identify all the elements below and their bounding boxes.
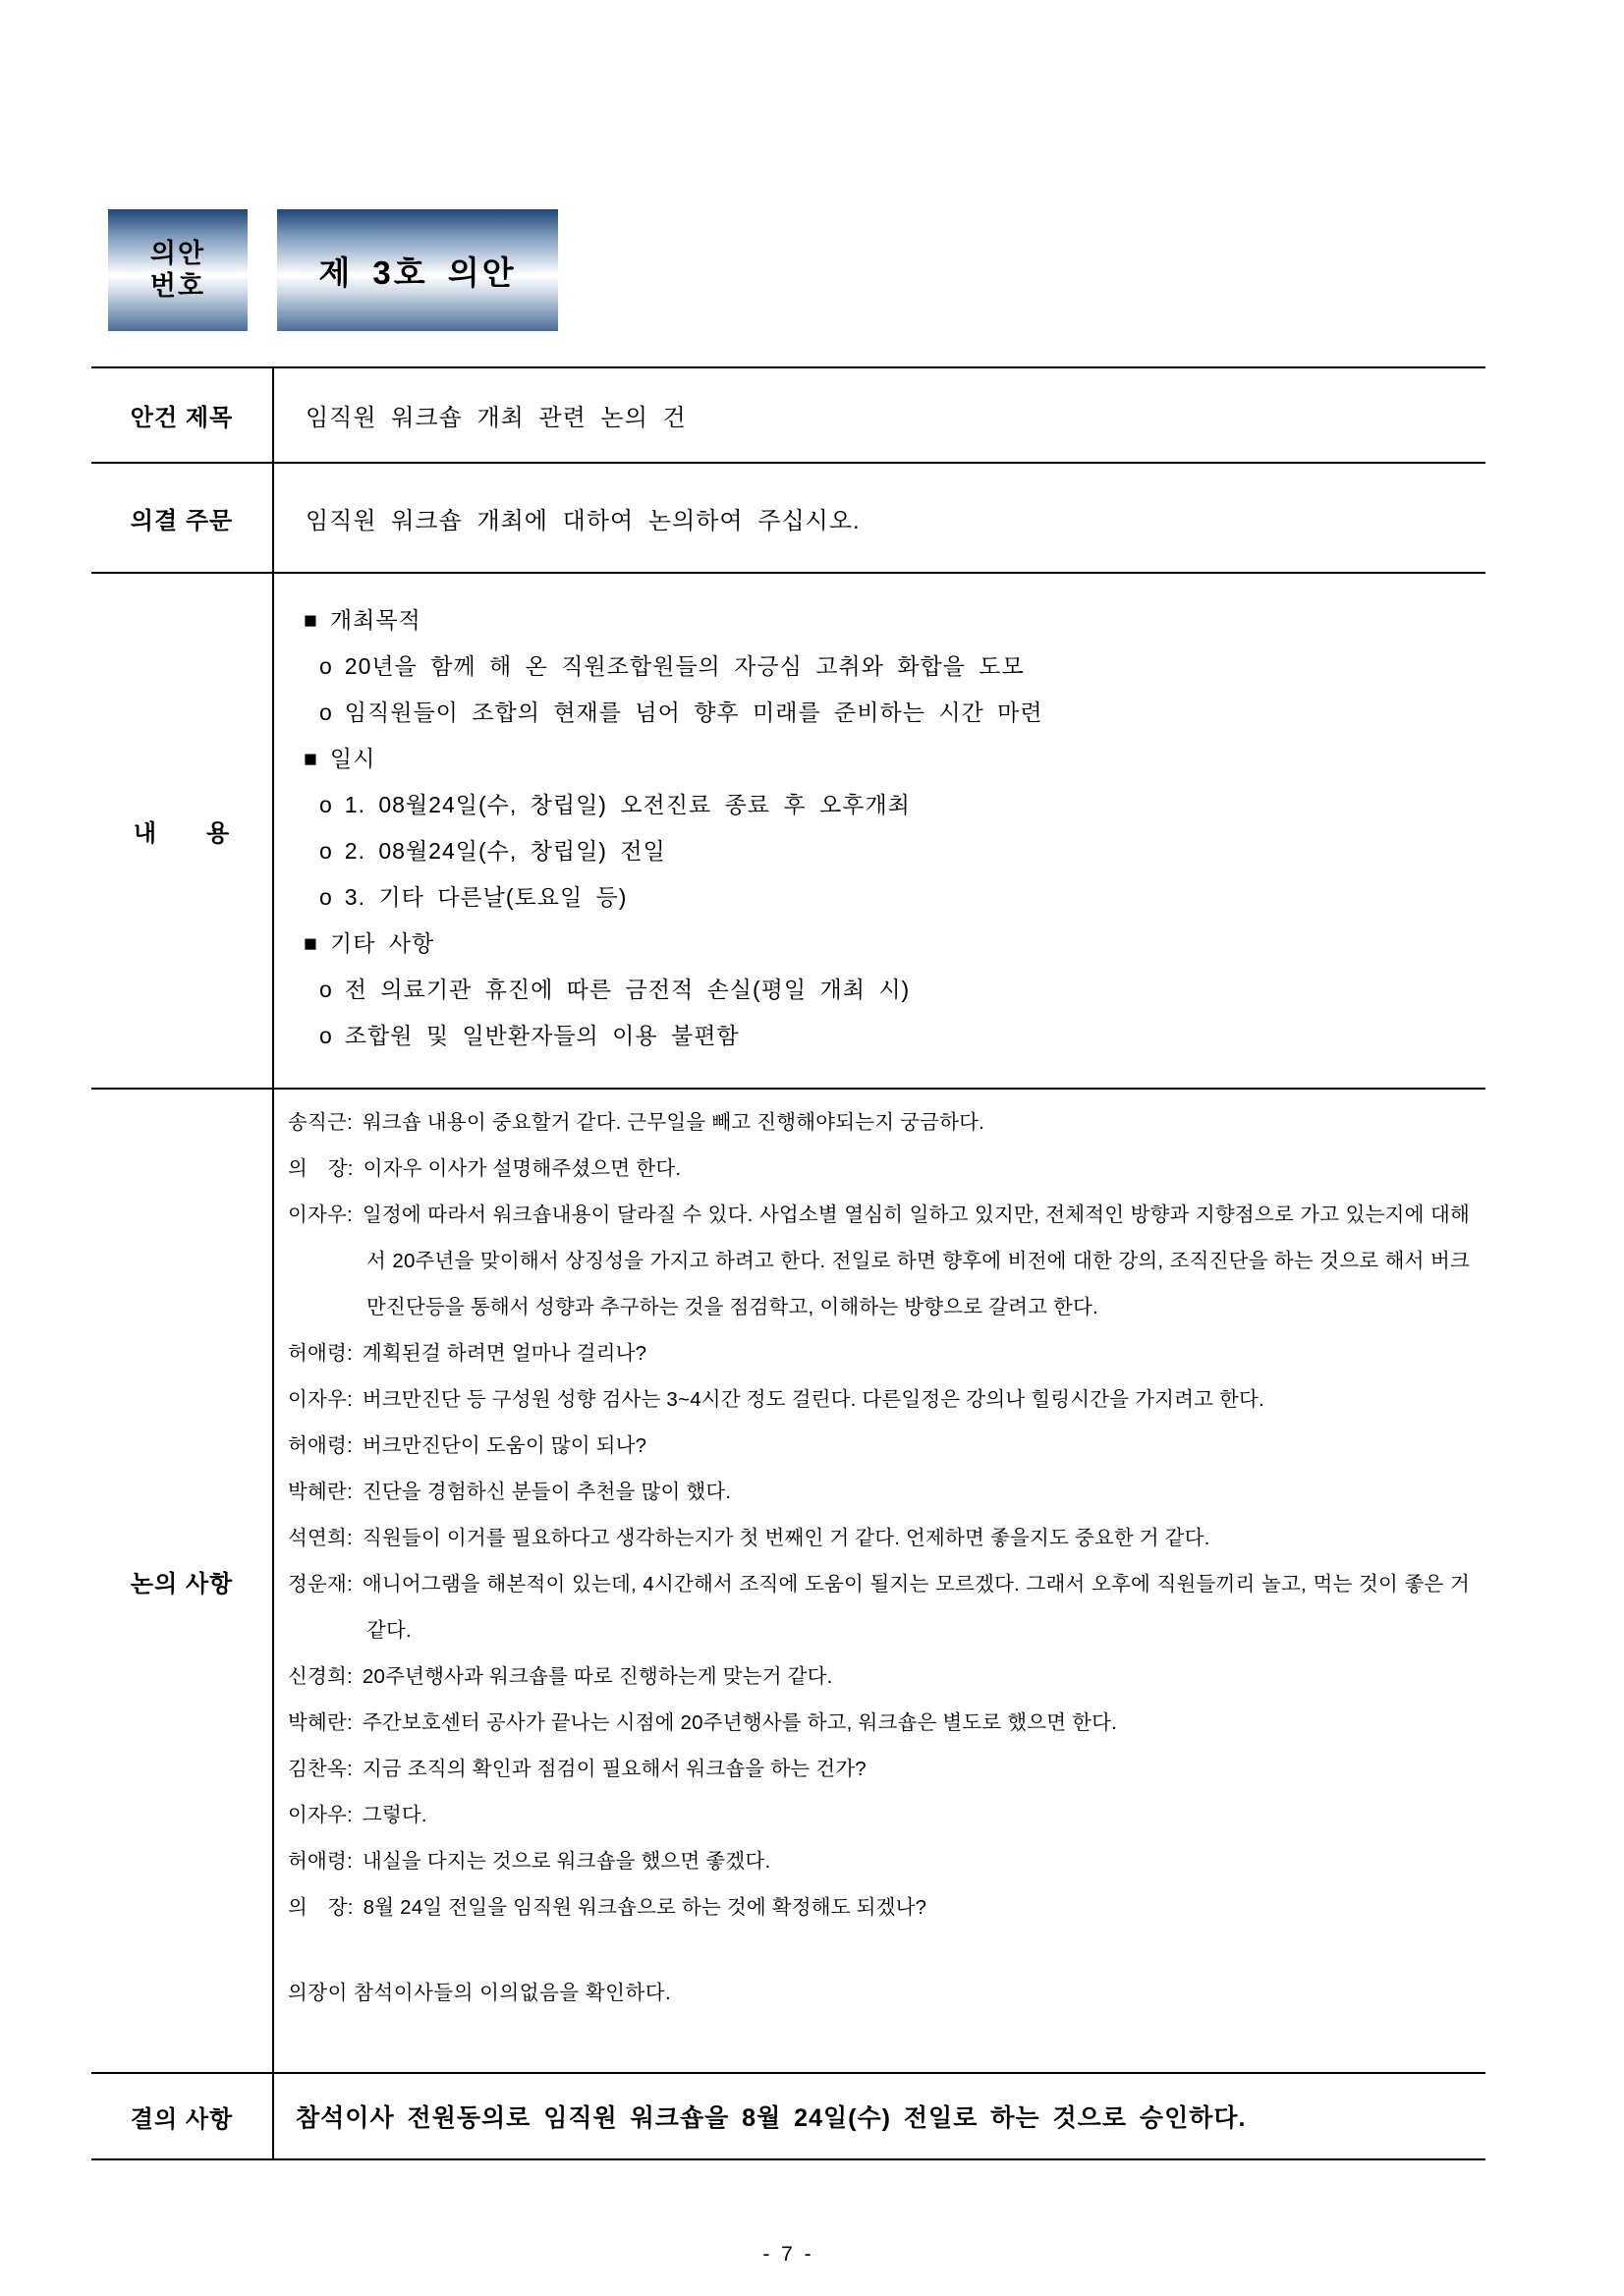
discussion-utterance [288,1099,1470,1146]
bullet-line [319,644,1476,690]
speaker-name: 김찬옥: [288,1758,353,1780]
discussion-utterance [288,1376,1470,1423]
row-label-resolution-request: 의결 주문 [91,464,274,572]
agenda-title: 제 3호 의안 [318,253,517,291]
discussion-utterance [288,1653,1470,1700]
bullet-text: 3. 기타 다른날(토요일 등) [344,884,628,910]
page-number: - 7 - [762,2243,814,2266]
discussion-utterance [288,1469,1470,1515]
circle-bullet-icon: o [319,838,333,864]
utterance-text: 애니어그램을 해본적이 있는데, 4시간해서 조직에 도움이 될지는 모르겠다. 그래서 오후에 직원들끼리 놀고, 먹는 것이 좋은 거 같다. [362,1573,1470,1642]
circle-bullet-icon: o [319,653,333,679]
table-row-content [91,574,1485,1090]
discussion-utterance [288,1330,1470,1376]
bullet-line [304,597,1476,644]
row-label-decision: 결의 사항 [91,2074,274,2158]
circle-bullet-icon: o [319,884,333,910]
speaker-name: 허애령: [288,1850,353,1873]
row-content-agenda-title: 임직원 워크숍 개최 관련 논의 건 [306,405,687,431]
table-row-decision [91,2074,1485,2160]
utterance-text: 일정에 따라서 워크숍내용이 달라질 수 있다. 사업소별 열심히 일하고 있지만, 전체적인 방향과 지향점으로 가고 있는지에 대해서 20주년을 맞이해서 상징성을 가지고 하려고 한다. 전일로 하면 향후에 비전에 대한 강의, 조직진단을 하는 것으로 해서 버크만진단등을 통해서 성향과 추구하는 것을 점검학고, 이해하는 방향으로 갈려고 한다. [362,1204,1470,1318]
circle-bullet-icon: o [319,1023,333,1048]
bullet-line [319,1013,1476,1059]
bullet-line [319,874,1476,921]
utterance-text: 계획된걸 하려면 얼마나 걸리나? [362,1342,647,1365]
utterance-text: 8월 24일 전일을 임직원 워크숍으로 하는 것에 확정해도 되겠나? [363,1896,927,1919]
bullet-line [319,828,1476,874]
speaker-name: 박혜란: [288,1711,353,1734]
bullet-text: 2. 08월24일(수, 창립일) 전일 [344,838,666,864]
utterance-text: 버크만진단 등 구성원 성향 검사는 3~4시간 정도 걸린다. 다른일정은 강의나 힐링시간을 가지려고 한다. [362,1388,1264,1411]
speaker-name: 이자우: [288,1804,353,1826]
utterance-text: 진단을 경험하신 분들이 추천을 많이 했다. [362,1481,732,1503]
circle-bullet-icon: o [319,977,333,1002]
square-bullet-icon: ■ [304,746,318,771]
discussion-utterance [288,1838,1470,1884]
bullet-text: 개최목적 [329,607,421,633]
row-content-decision: 참석이사 전원동의로 임직원 워크숍을 8월 24일(수) 전일로 하는 것으로 승인하다. [296,2104,1247,2132]
utterance-text: 이자우 이사가 설명해주셨으면 한다. [363,1157,682,1180]
speaker-name: 의 장: [288,1896,354,1919]
circle-bullet-icon: o [319,700,333,725]
speaker-name: 정운재: [288,1573,353,1596]
discussion-utterance [288,1700,1470,1746]
speaker-name: 신경희: [288,1665,353,1688]
agenda-table [91,366,1485,2160]
bullet-line [319,967,1476,1013]
discussion-utterance [288,1561,1470,1653]
bullet-text: 일시 [329,746,376,771]
utterance-text: 내실을 다지는 것으로 워크숍을 했으면 좋겠다. [362,1850,771,1873]
row-label-content: 내 용 [91,574,274,1088]
utterance-text: 버크만진단이 도움이 많이 되나? [362,1434,647,1457]
agenda-number-line1: 의안 [149,239,206,268]
discussion-utterance [288,1746,1470,1792]
bullet-text: 조합원 및 일반환자들의 이용 불편함 [344,1023,740,1048]
discussion-utterance [288,1423,1470,1469]
discussion-utterance [288,1146,1470,1192]
speaker-name: 석연희: [288,1527,353,1549]
bullet-line [319,782,1476,828]
utterance-text: 지금 조직의 확인과 점검이 필요해서 워크숍을 하는 건가? [362,1758,867,1780]
utterance-text: 직원들이 이거를 필요하다고 생각하는지가 첫 번째인 거 같다. 언제하면 좋을지도 중요한 거 같다. [362,1527,1210,1549]
discussion-utterance [288,1792,1470,1838]
bullet-line [319,690,1476,736]
speaker-name: 허애령: [288,1434,353,1457]
square-bullet-icon: ■ [304,607,318,633]
utterance-text: 주간보호센터 공사가 끝나는 시점에 20주년행사를 하고, 워크숍은 별도로 했으면 한다. [362,1711,1118,1734]
bullet-text: 20년을 함께 해 온 직원조합원들의 자긍심 고취와 화합을 도모 [344,653,1025,679]
table-row-discussion [91,1090,1485,2074]
speaker-name: 이자우: [288,1388,353,1411]
bullet-text: 기타 사항 [329,930,435,956]
utterance-text: 그렇다. [362,1804,427,1826]
speaker-name: 허애령: [288,1342,353,1365]
bullet-line [304,921,1476,967]
discussion-utterance [288,1515,1470,1561]
agenda-header [108,209,558,331]
bullet-text: 전 의료기관 휴진에 따른 금전적 손실(평일 개최 시) [344,977,911,1002]
row-label-agenda-title: 안건 제목 [91,368,274,462]
discussion-utterance [288,1192,1470,1330]
agenda-number-line2: 번호 [149,271,206,301]
agenda-title-box [277,209,558,331]
speaker-name: 이자우: [288,1204,353,1226]
bullet-text: 1. 08월24일(수, 창립일) 오전진료 종료 후 오후개최 [344,792,911,817]
bullet-text: 임직원들이 조합의 현재를 넘어 향후 미래를 준비하는 시간 마련 [344,700,1043,725]
discussion-utterance [288,1884,1470,1931]
row-content-content [274,574,1485,1088]
discussion-closing-note: 의장이 참석이사들의 이의없음을 확인하다. [288,1982,672,2004]
table-row-agenda-title [91,368,1485,464]
row-content-resolution-request: 임직원 워크숍 개최에 대하여 논의하여 주십시오. [306,507,861,534]
speaker-name: 송직근: [288,1111,353,1134]
header-gap [248,209,277,331]
utterance-text: 20주년행사과 워크숍를 따로 진행하는게 맞는거 같다. [362,1665,833,1688]
bullet-line [304,736,1476,782]
square-bullet-icon: ■ [304,930,318,956]
utterance-text: 워크숍 내용이 중요할거 같다. 근무일을 빼고 진행해야되는지 궁금하다. [362,1111,985,1134]
table-row-resolution-request [91,464,1485,574]
row-content-discussion [274,1090,1485,2072]
agenda-number-box [108,209,248,331]
speaker-name: 박혜란: [288,1481,353,1503]
speaker-name: 의 장: [288,1157,354,1180]
row-label-discussion: 논의 사항 [91,1090,274,2072]
circle-bullet-icon: o [319,792,333,817]
